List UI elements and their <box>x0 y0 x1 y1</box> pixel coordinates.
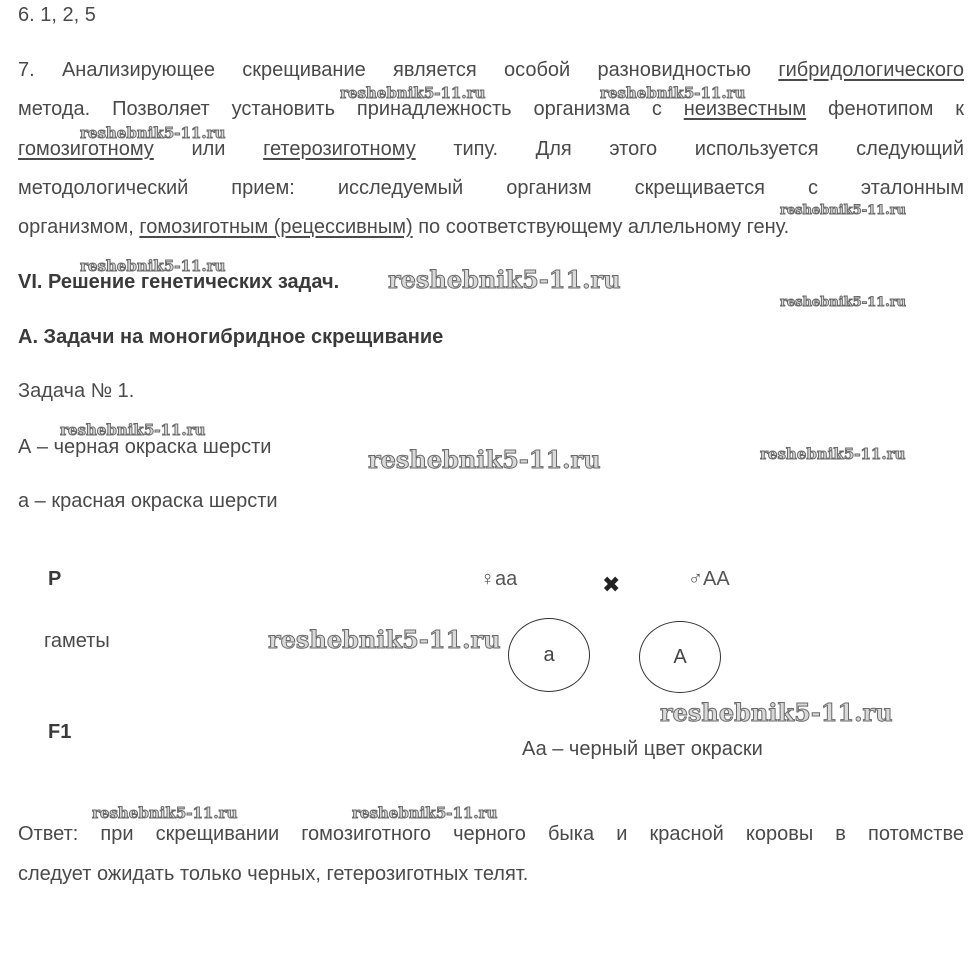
f1-label: F1 <box>48 721 72 743</box>
underlined-term: гомозиготному <box>18 138 154 160</box>
item-7-text: по соответствующему аллельному гену. <box>412 216 790 238</box>
watermark: reshebnik5-11.ru <box>268 625 501 654</box>
watermark: reshebnik5-11.ru <box>92 804 238 822</box>
parents-label: P <box>48 568 62 590</box>
section-title: VI. Решение генетических задач. <box>18 271 340 293</box>
item-7-text: организмом, <box>18 216 140 238</box>
task-title: Задача № 1. <box>18 380 135 402</box>
gamete-male-label: А <box>673 645 687 668</box>
item-7-line-4: методологический прием: исследуемый организм скрещивается с эталонным <box>18 177 964 199</box>
watermark: reshebnik5-11.ru <box>760 445 906 463</box>
gamete-female-circle <box>508 618 590 692</box>
item-7-text: метода. Позволяет установить принадлежность организма с <box>18 98 684 120</box>
item-7-text: типу. Для этого используется следующий <box>415 138 964 160</box>
answer-line-1: Ответ: при скрещивании гомозиготного черного быка и красной коровы в потомстве <box>18 823 964 845</box>
male-genotype: ♂АА <box>688 568 730 590</box>
watermark: reshebnik5-11.ru <box>60 421 206 439</box>
watermark: reshebnik5-11.ru <box>368 445 601 474</box>
item-7-text: 7. Анализирующее скрещивание является особой разновидностью <box>18 59 779 81</box>
item-7-line-1 <box>18 51 964 91</box>
underlined-term: неизвестным <box>683 98 807 120</box>
watermark: reshebnik5-11.ru <box>780 203 907 218</box>
watermark: reshebnik5-11.ru <box>352 804 498 822</box>
f1-result: Аа – черный цвет окраски <box>522 738 763 760</box>
underlined-term: гетерозиготному <box>263 138 416 160</box>
watermark: reshebnik5-11.ru <box>388 265 621 294</box>
watermark: reshebnik5-11.ru <box>780 295 907 310</box>
underlined-term: гибридологического <box>778 59 964 81</box>
underlined-term: гомозиготным (рецессивным) <box>139 216 413 238</box>
watermark: reshebnik5-11.ru <box>80 257 226 275</box>
watermark: reshebnik5-11.ru <box>80 124 226 142</box>
answer-line-2: следует ожидать только черных, гетерозиготных телят. <box>18 863 529 885</box>
item-7-text: фенотипом к <box>806 98 964 120</box>
allele-recessive: а – красная окраска шерсти <box>18 490 278 512</box>
subsection-title: А. Задачи на моногибридное скрещивание <box>18 326 444 348</box>
watermark: reshebnik5-11.ru <box>340 84 486 102</box>
allele-dominant: А – черная окраска шерсти <box>18 436 272 458</box>
female-genotype: ♀аа <box>480 568 518 590</box>
item-6-answer: 6. 1, 2, 5 <box>18 4 96 26</box>
watermark: reshebnik5-11.ru <box>660 698 893 727</box>
watermark: reshebnik5-11.ru <box>600 84 746 102</box>
item-7-text: или <box>153 138 264 160</box>
gamete-male-circle <box>639 621 721 693</box>
cross-icon: ✖ <box>602 572 621 597</box>
gametes-label: гаметы <box>44 630 110 652</box>
gamete-female-label: а <box>543 643 555 666</box>
